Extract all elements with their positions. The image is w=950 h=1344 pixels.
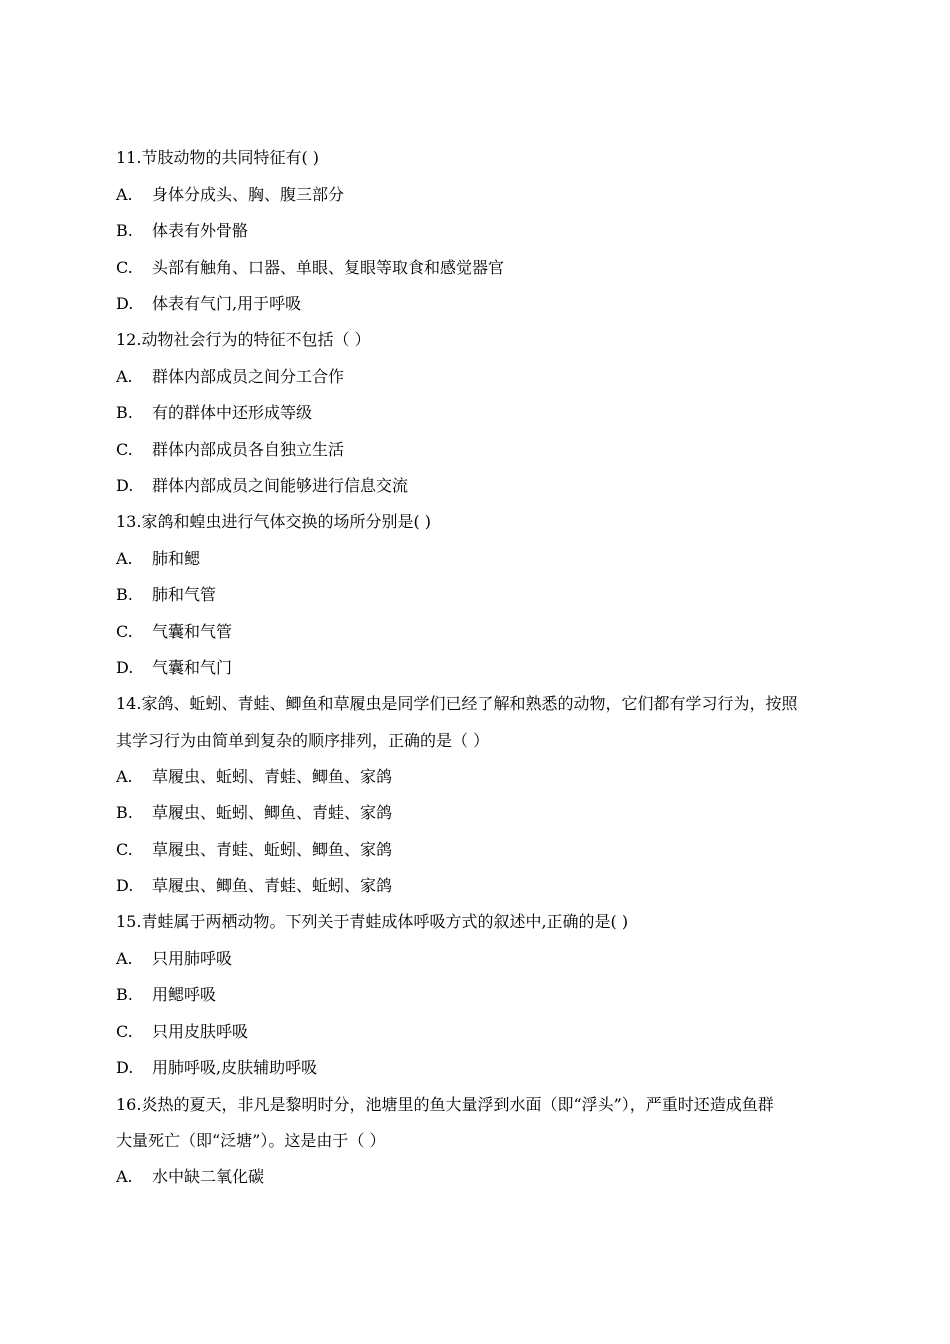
question-14-stem-line-2: 其学习行为由简单到复杂的顺序排列，正确的是（ ） [116,731,490,750]
question-16-option-a [116,1167,264,1187]
option-letter: D. [116,294,134,313]
option-text: 只用肺呼吸 [152,949,233,968]
option-letter: A. [116,949,133,968]
option-letter: B. [116,985,133,1004]
question-16-stem-line-2: 大量死亡（即“泛塘”）。这是由于（ ） [116,1131,386,1150]
question-13-option-b [116,585,216,605]
option-letter: D. [116,876,134,895]
question-12-option-d [116,476,408,496]
option-text: 只用皮肤呼吸 [152,1022,249,1041]
option-letter: A. [116,185,133,204]
option-letter: C. [116,258,133,277]
option-letter: A. [116,767,133,786]
question-15-option-d [116,1058,317,1078]
option-text: 肺和气管 [152,585,217,604]
question-12-option-a [116,367,344,387]
option-letter: B. [116,585,133,604]
option-text: 体表有气门,用于呼吸 [152,294,302,313]
option-text: 气囊和气管 [152,622,233,641]
question-14-option-b [116,803,392,823]
option-letter: D. [116,1058,134,1077]
option-letter: C. [116,440,133,459]
question-14-option-a [116,767,392,787]
question-14-option-d [116,876,392,896]
option-text: 草履虫、鲫鱼、青蛙、蚯蚓、家鸽 [152,876,393,895]
question-12-stem: 12.动物社会行为的特征不包括（ ） [116,330,371,349]
question-14-option-c [116,840,392,860]
option-text: 用肺呼吸,皮肤辅助呼吸 [152,1058,318,1077]
question-13-option-c [116,622,232,642]
option-text: 头部有触角、口器、单眼、复眼等取食和感觉器官 [152,258,505,277]
option-text: 肺和鳃 [152,549,201,568]
option-letter: C. [116,622,133,641]
question-13-stem: 13.家鸽和蝗虫进行气体交换的场所分别是( ) [116,512,432,531]
option-letter: B. [116,221,133,240]
option-text: 群体内部成员之间分工合作 [152,367,345,386]
option-text: 体表有外骨骼 [152,221,249,240]
question-15-option-b [116,985,216,1005]
option-text: 群体内部成员各自独立生活 [152,440,345,459]
question-15-option-c [116,1022,248,1042]
option-letter: A. [116,549,133,568]
question-11-option-c [116,258,504,278]
option-letter: C. [116,1022,133,1041]
question-12-option-c [116,440,344,460]
question-11-option-a [116,185,344,205]
option-text: 群体内部成员之间能够进行信息交流 [152,476,409,495]
option-letter: B. [116,403,133,422]
option-letter: D. [116,476,134,495]
option-text: 身体分成头、胸、腹三部分 [152,185,345,204]
option-letter: C. [116,840,133,859]
question-14-stem-line-1: 14.家鸽、蚯蚓、青蛙、鲫鱼和草履虫是同学们已经了解和熟悉的动物，它们都有学习行为，按照 [116,694,798,713]
option-letter: A. [116,367,133,386]
option-text: 草履虫、蚯蚓、青蛙、鲫鱼、家鸽 [152,767,393,786]
question-13-option-d [116,658,232,678]
question-13-option-a [116,549,200,569]
option-text: 草履虫、青蛙、蚯蚓、鲫鱼、家鸽 [152,840,393,859]
option-text: 水中缺二氧化碳 [152,1167,265,1186]
question-15-option-a [116,949,232,969]
question-11-stem: 11.节肢动物的共同特征有( ) [116,148,320,167]
option-text: 气囊和气门 [152,658,233,677]
option-letter: A. [116,1167,133,1186]
option-text: 草履虫、蚯蚓、鲫鱼、青蛙、家鸽 [152,803,393,822]
question-11-option-d [116,294,301,314]
option-letter: B. [116,803,133,822]
question-12-option-b [116,403,312,423]
question-15-stem: 15.青蛙属于两栖动物。下列关于青蛙成体呼吸方式的叙述中,正确的是( ) [116,912,629,931]
option-text: 用鳃呼吸 [152,985,217,1004]
question-11-option-b [116,221,248,241]
question-16-stem-line-1: 16.炎热的夏天，非凡是黎明时分，池塘里的鱼大量浮到水面（即“浮头”），严重时还造成鱼群 [116,1095,774,1114]
option-text: 有的群体中还形成等级 [152,403,313,422]
option-letter: D. [116,658,134,677]
